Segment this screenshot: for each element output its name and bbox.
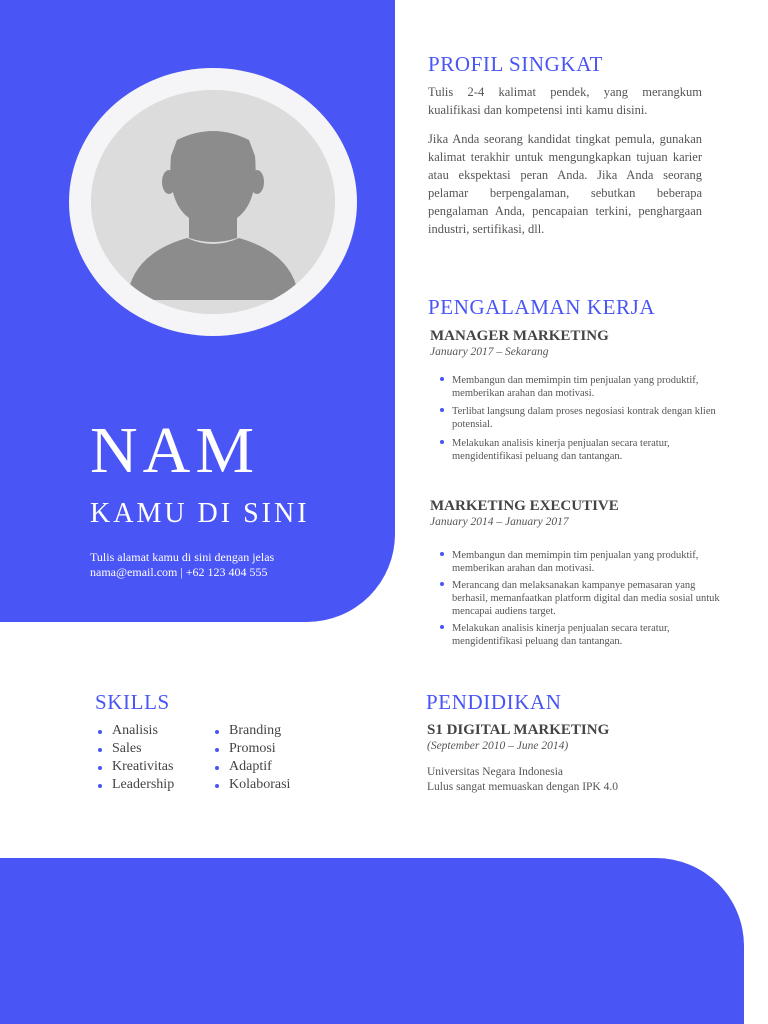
skill-item: Kreativitas (96, 758, 174, 776)
education-date: (September 2010 – June 2014) (427, 740, 569, 752)
bullet-item: Membangun dan memimpin tim penjualan yang produktif, memberikan arahan dan motivasi. (440, 549, 730, 575)
bullet-item: Melakukan analisis kinerja penjualan secara teratur, mengidentifikasi peluang dan tantangan. (440, 437, 730, 463)
name-first: NAM (90, 414, 260, 487)
skills-column-1 (96, 722, 174, 794)
name-last: KAMU DI SINI (90, 498, 310, 529)
skills-column-2 (213, 722, 290, 794)
address-line: Tulis alamat kamu di sini dengan jelas (90, 550, 275, 564)
email-phone-line: nama@email.com | +62 123 404 555 (90, 565, 268, 579)
education-heading: PENDIDIKAN (426, 690, 562, 714)
skill-item: Kolaborasi (213, 776, 290, 794)
skills-heading: SKILLS (95, 690, 170, 714)
profile-photo-frame (69, 68, 357, 336)
bullet-item: Melakukan analisis kinerja penjualan secara teratur, mengidentifikasi peluang dan tantangan. (440, 622, 730, 648)
job-bullets (440, 374, 730, 463)
skill-item: Analisis (96, 722, 174, 740)
experience-heading: PENGALAMAN KERJA (428, 295, 656, 319)
job-title: MARKETING EXECUTIVE (430, 498, 619, 514)
skill-item: Adaptif (213, 758, 290, 776)
job-title: MANAGER MARKETING (430, 328, 609, 344)
job-date: January 2017 – Sekarang (430, 346, 549, 358)
profile-paragraph-2: Jika Anda seorang kandidat tingkat pemula, gunakan kalimat terakhir untuk mengungkapkan tujuan karier atau ekspektasi peran Anda. Jika Anda seorang pelamar berpengalaman, sebutkan beberapa pengalaman Anda, pencapaian terkini, penghargaan industri, sertifikasi, dll. (428, 132, 702, 236)
avatar-placeholder-icon (91, 90, 335, 314)
job-date: January 2014 – January 2017 (430, 516, 569, 528)
skill-item: Leadership (96, 776, 174, 794)
bullet-item: Membangun dan memimpin tim penjualan yang produktif, memberikan arahan dan motivasi. (440, 374, 730, 400)
skill-item: Sales (96, 740, 174, 758)
skill-item: Promosi (213, 740, 290, 758)
degree-title: S1 DIGITAL MARKETING (427, 722, 610, 738)
bullet-item: Merancang dan melaksanakan kampanye pemasaran yang berhasil, memanfaatkan platform digital dan media sosial untuk mencapai audiens target. (440, 579, 730, 618)
footer-panel (0, 858, 744, 1024)
profile-heading: PROFIL SINGKAT (428, 52, 604, 76)
header-panel (0, 0, 395, 622)
job-bullets (440, 549, 730, 648)
profile-paragraph-1: Tulis 2-4 kalimat pendek, yang merangkum kualifikasi dan kompetensi inti kamu disini. (428, 85, 702, 117)
bullet-item: Terlibat langsung dalam proses negosiasi kontrak dengan klien potensial. (440, 405, 730, 431)
contact-info (90, 550, 274, 580)
skill-item: Branding (213, 722, 290, 740)
school-name: Universitas Negara Indonesia (427, 766, 564, 778)
education-note: Lulus sangat memuaskan dengan IPK 4.0 (427, 781, 618, 793)
